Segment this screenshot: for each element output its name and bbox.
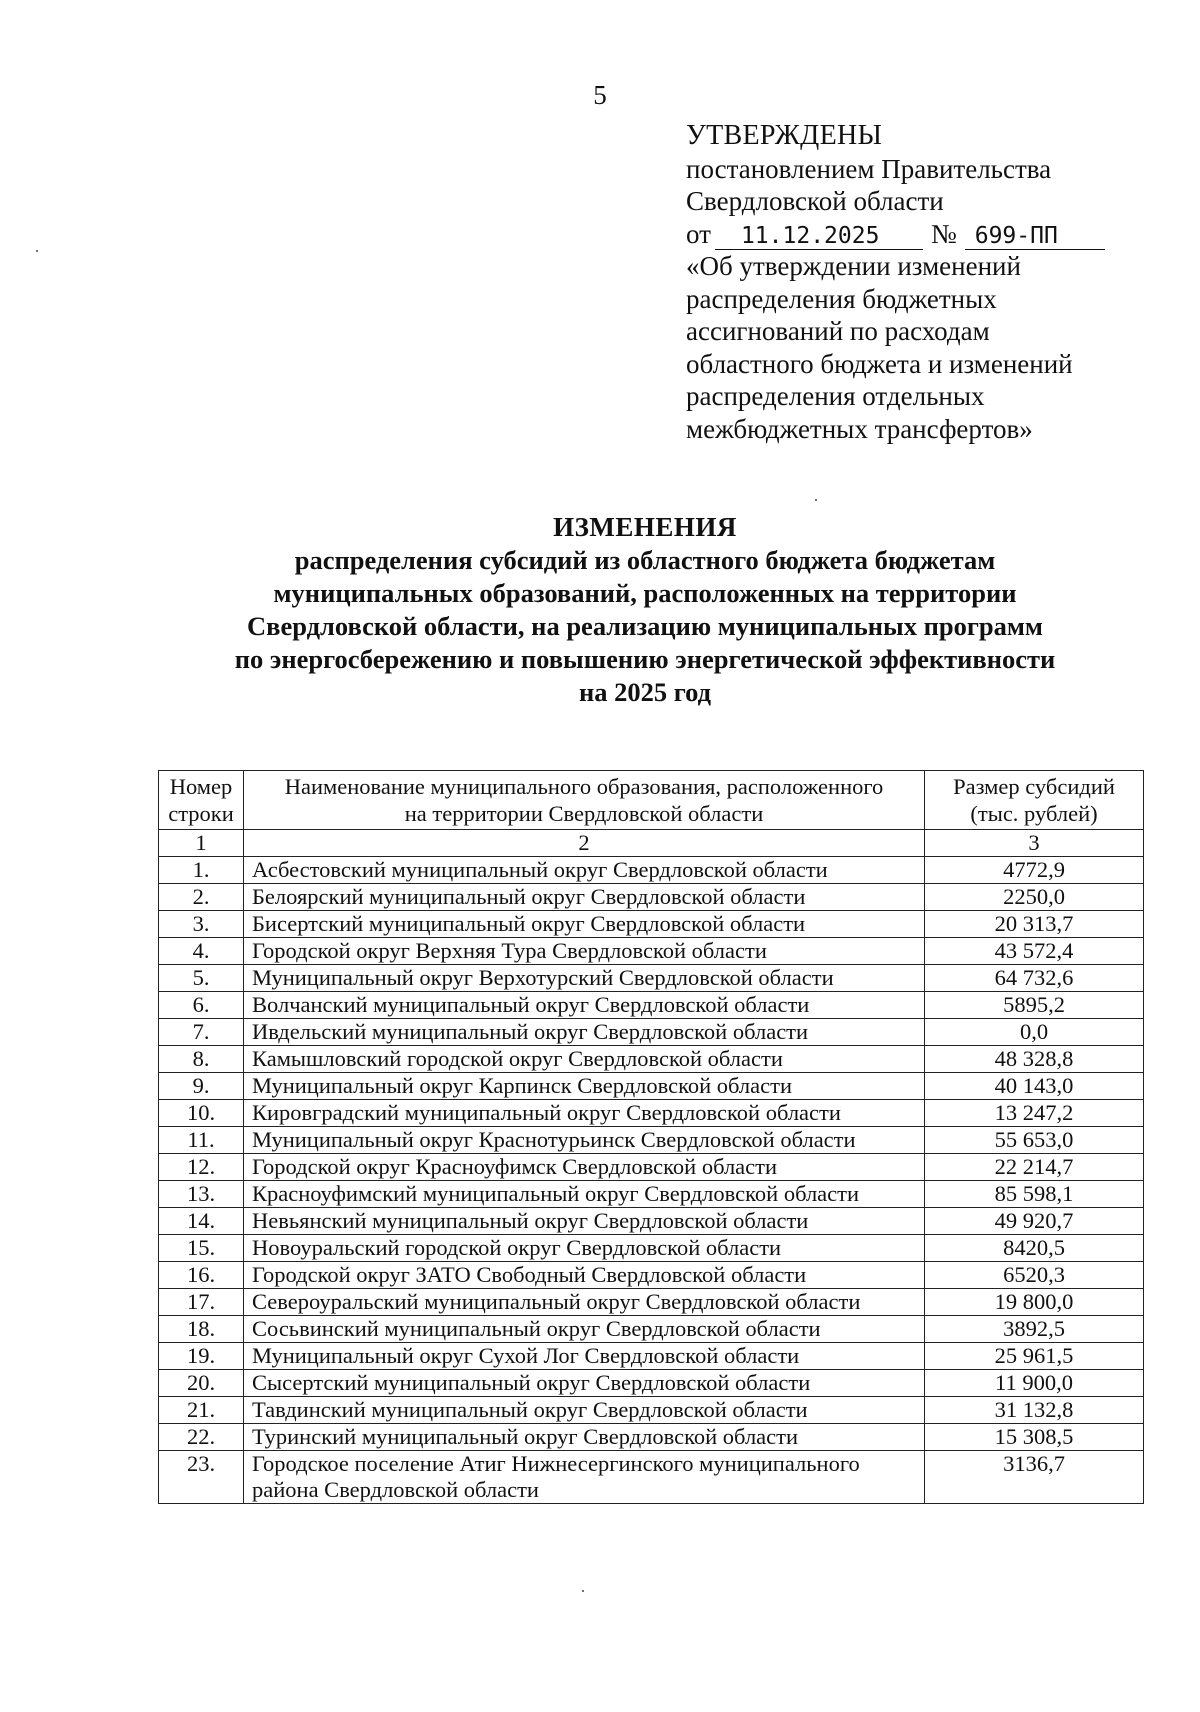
title-line-5: на 2025 год (578, 677, 712, 707)
approval-subject-4: областного бюджета и изменений (686, 348, 1073, 379)
column-index: 3 (925, 830, 1144, 857)
row-number: 10. (159, 1100, 244, 1127)
subsidy-amount: 31 132,8 (925, 1397, 1144, 1424)
document-title (150, 511, 1140, 709)
municipality-name: Волчанский муниципальный округ Свердловской области (244, 992, 925, 1019)
table-row (159, 1208, 1144, 1235)
decree-date: 11.12.2025 (715, 223, 923, 250)
header-row-number-line-2: строки (168, 801, 234, 826)
approval-subject-6: межбюджетных трансфертов» (686, 413, 1033, 444)
title-line-3: Свердловской области, на реализацию муниципальных программ (247, 611, 1043, 641)
municipality-name: Муниципальный округ Сухой Лог Свердловской области (244, 1343, 925, 1370)
municipality-name: Красноуфимский муниципальный округ Свердловской области (244, 1181, 925, 1208)
municipality-name-line-2: района Свердловской области (252, 1477, 539, 1502)
row-number: 12. (159, 1154, 244, 1181)
table-row (159, 1100, 1144, 1127)
subsidy-amount: 2250,0 (925, 884, 1144, 911)
municipality-name: Камышловский городской округ Свердловской области (244, 1046, 925, 1073)
municipality-name: Муниципальный округ Карпинск Свердловской области (244, 1073, 925, 1100)
row-number: 7. (159, 1019, 244, 1046)
table-row (159, 1046, 1144, 1073)
municipality-name: Новоуральский городской округ Свердловской области (244, 1235, 925, 1262)
subsidy-amount: 0,0 (925, 1019, 1144, 1046)
row-number: 2. (159, 884, 244, 911)
row-number: 9. (159, 1073, 244, 1100)
municipality-name-line-1: Городское поселение Атиг Нижнесергинского муниципального (252, 1451, 860, 1476)
scan-speck (582, 1590, 584, 1592)
table-row (159, 1073, 1144, 1100)
municipality-name: Кировградский муниципальный округ Свердловской области (244, 1100, 925, 1127)
municipality-name: Сосьвинский муниципальный округ Свердловской области (244, 1316, 925, 1343)
table-row (159, 1154, 1144, 1181)
subsidy-amount: 6520,3 (925, 1262, 1144, 1289)
page-number: 5 (593, 80, 607, 110)
table-row (159, 857, 1144, 884)
subsidy-table (158, 770, 1144, 1504)
table-row (159, 1370, 1144, 1397)
row-number: 19. (159, 1343, 244, 1370)
header-subsidy-amount (925, 771, 1144, 830)
subsidy-amount: 15 308,5 (925, 1424, 1144, 1451)
subsidy-amount: 8420,5 (925, 1235, 1144, 1262)
municipality-name: Асбестовский муниципальный округ Свердловской области (244, 857, 925, 884)
table-row (159, 1451, 1144, 1504)
header-name-line-1: Наименование муниципального образования, расположенного (284, 774, 884, 799)
table-row (159, 1316, 1144, 1343)
subsidy-amount: 40 143,0 (925, 1073, 1144, 1100)
municipality-name: Городской округ Верхняя Тура Свердловской области (244, 938, 925, 965)
municipality-name: Тавдинский муниципальный округ Свердловской области (244, 1397, 925, 1424)
header-amount-line-1: Размер субсидий (953, 774, 1115, 799)
municipality-name: Городской округ ЗАТО Свободный Свердловской области (244, 1262, 925, 1289)
table-row (159, 1235, 1144, 1262)
municipality-name: Туринский муниципальный округ Свердловской области (244, 1424, 925, 1451)
approval-subject-5: распределения отдельных (686, 381, 985, 411)
table-row (159, 1127, 1144, 1154)
municipality-name: Сысертский муниципальный округ Свердловской области (244, 1370, 925, 1397)
subsidy-amount: 11 900,0 (925, 1370, 1144, 1397)
table-row (159, 992, 1144, 1019)
table-header-row (159, 771, 1144, 830)
header-row-number-line-1: Номер (169, 774, 233, 799)
municipality-name (244, 1451, 925, 1504)
row-number: 11. (159, 1127, 244, 1154)
title-line-4: по энергосбережению и повышению энергетической эффективности (234, 644, 1056, 674)
column-index: 1 (159, 830, 244, 857)
subsidy-amount: 55 653,0 (925, 1127, 1144, 1154)
row-number: 15. (159, 1235, 244, 1262)
row-number: 21. (159, 1397, 244, 1424)
table-row (159, 1181, 1144, 1208)
table-row (159, 1289, 1144, 1316)
row-number: 23. (159, 1451, 244, 1504)
subsidy-amount: 25 961,5 (925, 1343, 1144, 1370)
title-line-2: муниципальных образований, расположенных на территории (273, 578, 1017, 608)
subsidy-amount: 13 247,2 (925, 1100, 1144, 1127)
subsidy-amount: 19 800,0 (925, 1289, 1144, 1316)
subsidy-amount: 20 313,7 (925, 911, 1144, 938)
scan-speck (815, 499, 817, 501)
approval-heading: УТВЕРЖДЕНЫ (686, 120, 883, 151)
column-index-row (159, 830, 1144, 857)
header-row-number (159, 771, 244, 830)
row-number: 6. (159, 992, 244, 1019)
row-number: 13. (159, 1181, 244, 1208)
table-row (159, 1397, 1144, 1424)
row-number: 22. (159, 1424, 244, 1451)
decree-number: 699-ПП (965, 223, 1105, 250)
approval-stamp (686, 120, 1146, 445)
subsidy-amount: 3892,5 (925, 1316, 1144, 1343)
table-row (159, 965, 1144, 992)
date-prefix: от (686, 218, 711, 249)
header-municipality-name (244, 771, 925, 830)
approval-subject-1: «Об утверждении изменений (686, 251, 1021, 281)
row-number: 20. (159, 1370, 244, 1397)
table-row (159, 911, 1144, 938)
subsidy-amount: 3136,7 (925, 1451, 1144, 1504)
subsidy-amount: 22 214,7 (925, 1154, 1144, 1181)
approval-subject-2: распределения бюджетных (686, 283, 997, 314)
subsidy-amount: 85 598,1 (925, 1181, 1144, 1208)
subsidy-amount: 4772,9 (925, 857, 1144, 884)
column-index: 2 (244, 830, 925, 857)
subsidy-amount: 49 920,7 (925, 1208, 1144, 1235)
subsidy-amount: 5895,2 (925, 992, 1144, 1019)
row-number: 3. (159, 911, 244, 938)
row-number: 17. (159, 1289, 244, 1316)
table-row (159, 1262, 1144, 1289)
row-number: 4. (159, 938, 244, 965)
row-number: 14. (159, 1208, 244, 1235)
table-row (159, 884, 1144, 911)
table-row (159, 1424, 1144, 1451)
table-row (159, 938, 1144, 965)
municipality-name: Ивдельский муниципальный округ Свердловской области (244, 1019, 925, 1046)
header-name-line-2: на территории Свердловской области (404, 801, 764, 826)
municipality-name: Муниципальный округ Верхотурский Свердловской области (244, 965, 925, 992)
row-number: 8. (159, 1046, 244, 1073)
approval-date-line (686, 218, 1146, 251)
row-number: 5. (159, 965, 244, 992)
municipality-name: Муниципальный округ Краснотурьинск Свердловской области (244, 1127, 925, 1154)
municipality-name: Городской округ Красноуфимск Свердловской области (244, 1154, 925, 1181)
title-main: ИЗМЕНЕНИЯ (553, 512, 737, 542)
number-sign: № (930, 218, 957, 249)
approval-line-2: Свердловской области (686, 186, 944, 216)
subsidy-amount: 64 732,6 (925, 965, 1144, 992)
row-number: 18. (159, 1316, 244, 1343)
subsidy-amount: 43 572,4 (925, 938, 1144, 965)
row-number: 16. (159, 1262, 244, 1289)
title-line-1: распределения субсидий из областного бюджета бюджетам (294, 545, 996, 575)
header-amount-line-2: (тыс. рублей) (970, 801, 1098, 826)
row-number: 1. (159, 857, 244, 884)
subsidy-amount: 48 328,8 (925, 1046, 1144, 1073)
table-row (159, 1019, 1144, 1046)
approval-line-1: постановлением Правительства (686, 153, 1052, 184)
municipality-name: Белоярский муниципальный округ Свердловской области (244, 884, 925, 911)
scan-speck (36, 250, 38, 252)
approval-subject-3: ассигнований по расходам (686, 316, 990, 346)
table-body (159, 830, 1144, 1504)
municipality-name: Невьянский муниципальный округ Свердловской области (244, 1208, 925, 1235)
municipality-name: Бисертский муниципальный округ Свердловской области (244, 911, 925, 938)
table-row (159, 1343, 1144, 1370)
municipality-name: Североуральский муниципальный округ Свердловской области (244, 1289, 925, 1316)
